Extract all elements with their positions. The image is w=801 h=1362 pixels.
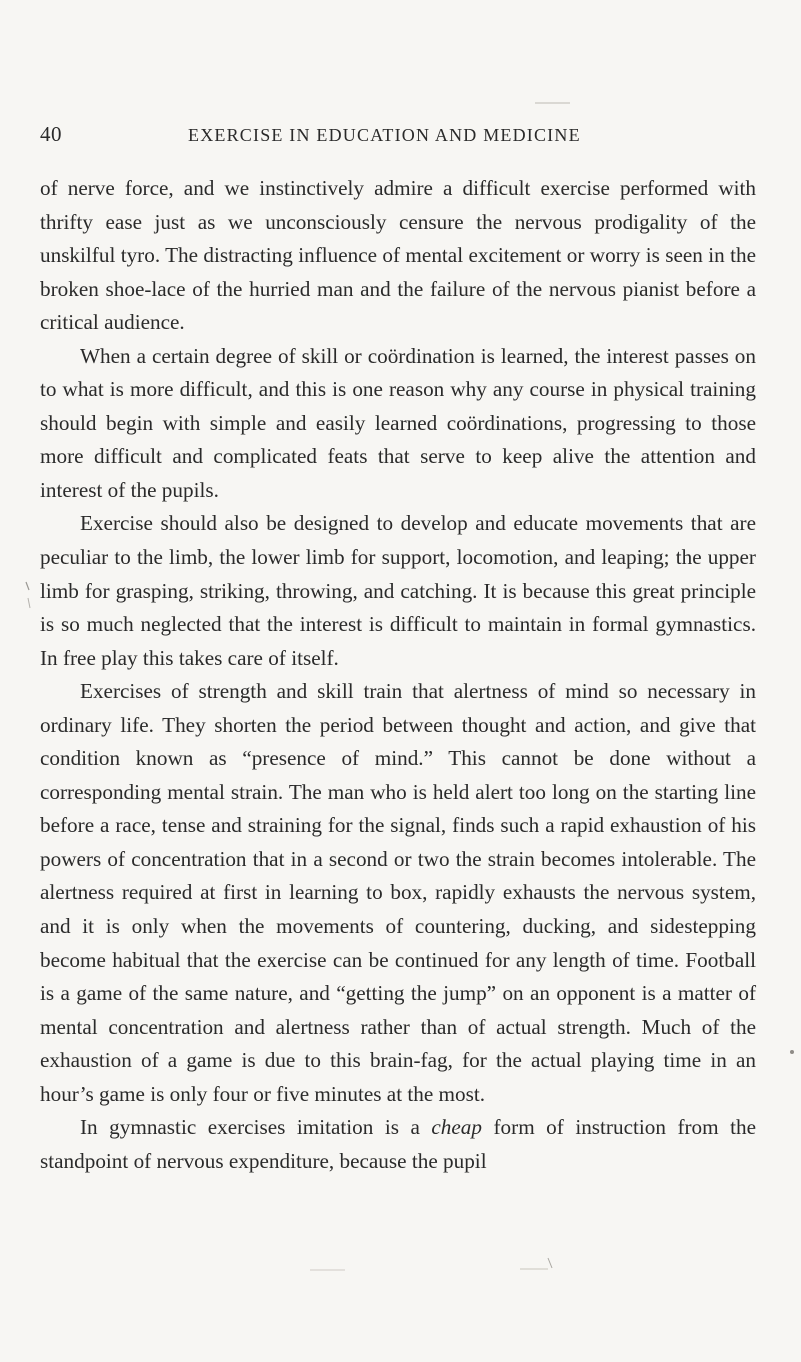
text-run: In gymnastic exercises imitation is a [80, 1115, 432, 1140]
running-head [40, 122, 752, 152]
paragraph [40, 507, 756, 675]
text-run: Exercises of strength and skill train that alertness of mind so necessary in ordinary life. They shorten the period between thought and action, and give that condition known as “presence of mind.” This cannot be done without a corresponding mental strain. The man who is held alert too long on the starting line before a race, tense and straining for the signal, finds such a rapid exhaustion of his powers of concentration that in a second or two the strain becomes intolerable. The alertness required at first in learning to box, rapidly exhausts the nervous system, and it is only when the movements of countering, ducking, and sidestepping become habitual that the exercise can be continued for any length of time. Football is a game of the same nature, and “getting the jump” on an opponent is a matter of mental concentration and alertness rather than of actual strength. Much of the exhaustion of a game is due to this brain-fag, for the actual playing time in an hour’s game is only four or five minutes at the most. [40, 679, 756, 1106]
paragraph [40, 1111, 756, 1178]
text-run: form of instruction from the standpoint of nervous expenditure, because the pupil [40, 1115, 757, 1173]
page-number: 40 [40, 122, 62, 146]
text-run: of nerve force, and we instinctively admire a difficult exercise performed with thrifty ease just as we unconsciously censure the nervous prodigality of the unskilful tyro. The distracting influence of mental excitement or worry is seen in the broken shoe-lace of the hurried man and the failure of the nervous pianist before a critical audience. [40, 176, 756, 335]
running-title: EXERCISE IN EDUCATION AND MEDICINE [188, 125, 581, 145]
text-run: Exercise should also be designed to develop and educate movements that are peculiar to the limb, the lower limb for support, locomotion, and leaping; the upper limb for grasping, striking, throwing, and catching. It is because this great principle is so much neglected that the interest is difficult to maintain in formal gymnastics. In free play this takes care of itself. [40, 511, 756, 670]
paragraph [40, 172, 756, 340]
scan-speck [548, 1258, 552, 1268]
italic-text: cheap [431, 1115, 482, 1140]
body-text [40, 172, 756, 1178]
scan-speck [28, 598, 30, 608]
scan-speck [26, 582, 29, 590]
scan-speck [790, 1050, 794, 1054]
paragraph [40, 340, 756, 508]
paragraph [40, 675, 756, 1111]
text-run: When a certain degree of skill or coördination is learned, the interest passes on to what is more difficult, and this is one reason why any course in physical training should begin with simple and easily learned coördinations, progressing to those more difficult and complicated feats that serve to keep alive the attention and interest of the pupils. [40, 343, 756, 502]
